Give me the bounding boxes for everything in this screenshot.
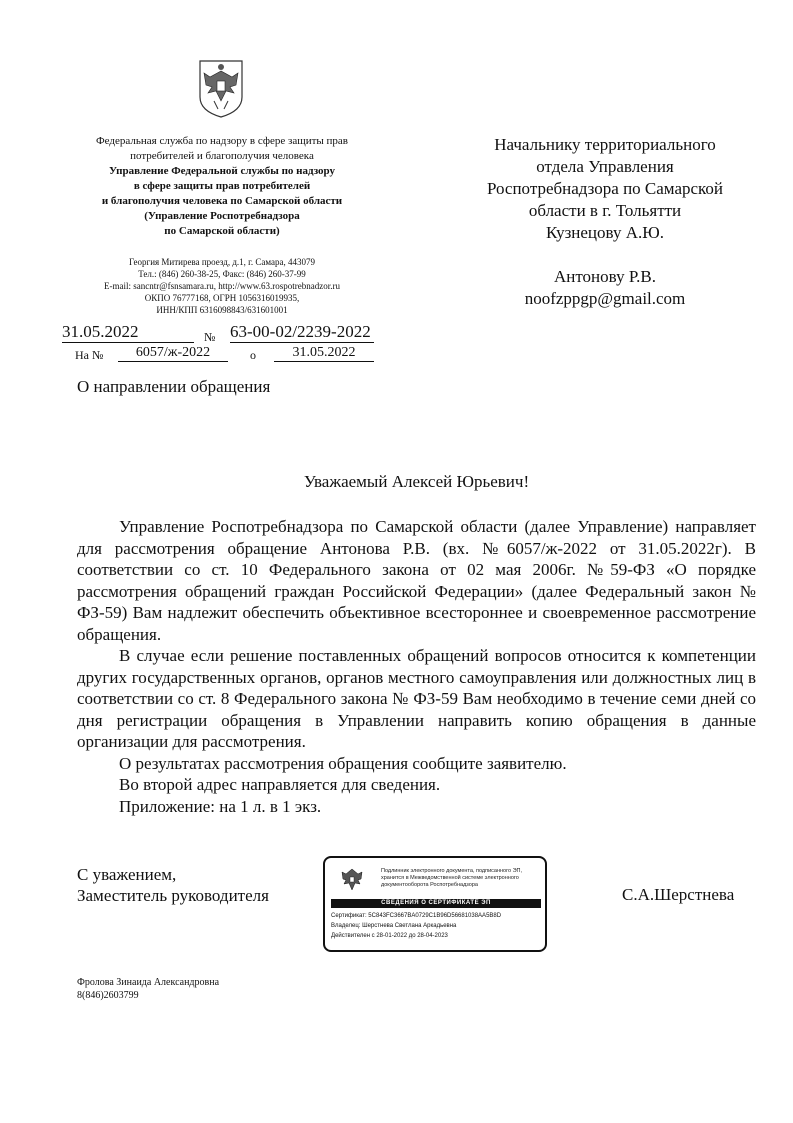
org-line: Федеральная служба по надзору в сфере защиты прав (95, 135, 348, 147)
attachment-line: Приложение: на 1 л. в 1 экз. (119, 796, 322, 816)
reference-date: 31.05.2022 (274, 345, 374, 362)
contact-line: ОКПО 76777168, ОГРН 1056316019935, (144, 293, 300, 303)
org-bold-line: Управление Федеральной службы по надзору (108, 165, 336, 177)
addressee-line: отдела Управления (536, 157, 674, 176)
second-addressee-email: noofzppgp@gmail.com (524, 289, 686, 308)
reference-label: На № (75, 348, 104, 362)
registration-number-sign: № (204, 330, 216, 344)
executor-block (77, 976, 219, 1002)
addressee-line: Начальнику территориального (494, 135, 716, 154)
org-bold-line: и благополучия человека по Самарской области (101, 195, 343, 207)
reference-from-label: о (250, 348, 256, 362)
addressee-line: Роспотребнадзора по Самарской (486, 179, 724, 198)
stamp-validity: Действителен с 28-01-2022 до 28-04-2023 (331, 933, 448, 939)
contact-line: ИНН/КПП 6316098843/631601001 (156, 305, 288, 315)
closing-block (77, 864, 269, 906)
contact-line: E-mail: sancntr@fsnsamara.ru, http://www.63.rospotrebnadzor.ru (104, 281, 340, 291)
org-bold-line: по Самарской области) (164, 225, 280, 237)
signer-position: Заместитель руководителя (77, 886, 269, 905)
addressee-line: области в г. Тольятти (528, 201, 682, 220)
organization-header (62, 134, 382, 239)
stamp-header-text: Подлинник электронного документа, подписанного ЭП, хранится в Межведомственной системе электронного документооборота Роспотребнадзора (381, 868, 523, 888)
letter-subject: О направлении обращения (77, 377, 271, 396)
org-bold-line: (Управление Роспотребнадзора (144, 210, 300, 222)
body-paragraph: В случае если решение поставленных обращений вопросов относится к компетенции других государственных органов, органов местного самоуправления или должностных лиц в соответствии со ст. 8 Федерального закона № ФЗ-59 Вам необходимо в течение семи дней со дня регистрации обращения в Управлении направить копию обращения в данные организации для рассмотрения. (77, 646, 756, 751)
addressee-block (455, 134, 755, 310)
electronic-signature-stamp (323, 856, 547, 952)
org-bold-line: в сфере защиты прав потребителей (133, 180, 311, 192)
registration-date: 31.05.2022 (62, 322, 194, 343)
contact-line: Георгия Митирева проезд, д.1, г. Самара, 443079 (129, 257, 315, 267)
stamp-emblem-icon (337, 866, 367, 896)
stamp-certificate-bar: СВЕДЕНИЯ О СЕРТИФИКАТЕ ЭП (331, 899, 541, 908)
stamp-owner: Владелец: Шерстнева Светлана Аркадьевна (331, 923, 457, 929)
registration-number: 63-00-02/2239-2022 (230, 322, 374, 343)
reference-number: 6057/ж-2022 (118, 345, 228, 362)
letter-body (77, 516, 756, 817)
executor-name: Фролова Зинаида Александровна (77, 977, 220, 988)
second-addressee-name: Антонову Р.В. (553, 267, 657, 286)
addressee-line: Кузнецову А.Ю. (546, 223, 664, 242)
closing-regards: С уважением, (77, 865, 177, 884)
salutation: Уважаемый Алексей Юрьевич! (303, 472, 530, 491)
body-paragraph: Управление Роспотребнадзора по Самарской области (далее Управление) направляет для рассмотрения обращение Антонова Р.В. (вх. №6057/ж-2022 от 31.05.2022г). В соответствии со ст. 10 Федерального закона от 02 мая 2006г. №59-ФЗ «О порядке рассмотрения обращений граждан Российской Федерации» (далее Федеральный закон № ФЗ-59) Вам надлежит обеспечить объективное всестороннее и своевременное рассмотрение обращения. (77, 517, 756, 644)
body-line: Во второй адрес направляется для сведения. (119, 775, 441, 794)
org-line: потребителей и благополучия человека (130, 150, 314, 162)
organization-contacts (62, 256, 382, 316)
contact-line: Тел.: (846) 260-38-25, Факс: (846) 260-37-99 (138, 269, 306, 279)
stamp-certificate: Сертификат: 5C843FC3667BA0729C1B96D56681038AA5B8D (331, 913, 502, 919)
body-line: О результатах рассмотрения обращения сообщите заявителю. (119, 753, 567, 773)
signer-name: С.А.Шерстнева (622, 885, 735, 904)
executor-phone: 8(846)2603799 (77, 990, 139, 1001)
coat-of-arms-emblem-icon (192, 57, 250, 119)
